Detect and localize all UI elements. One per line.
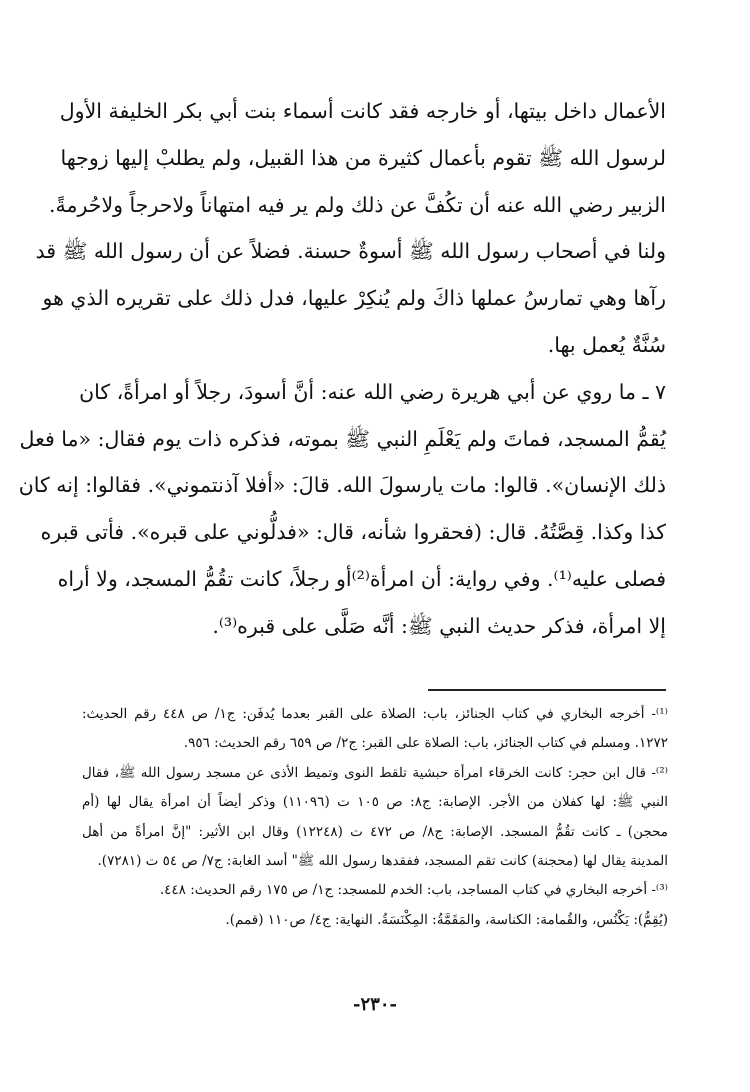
footnote-line: ⁽³⁾- أخرجه البخاري في كتاب المساجد، باب: الخدم للمسجد: ج١/ ص ١٧٥ رقم الحديث: ٤٤٨. <box>159 882 668 899</box>
footnote-separator <box>428 689 666 691</box>
footnote-line: ⁽²⁾- قال ابن حجر: كانت الخرقاء امرأة حبشية تلقط النوى وتميط الأذى عن مسجد رسول الله ﷺ، فقال <box>82 764 668 781</box>
text-line: ٧ ـ ما روي عن أبي هريرة رضي الله عنه: أنَّ أسودَ، رجلاً أو امرأةً، كان <box>79 379 666 404</box>
text-line: لرسول الله ﷺ تقوم بأعمال كثيرة من هذا القبيل، ولم يطلبْ إليها زوجها <box>60 145 666 170</box>
text-line: إلا امرأة، فذكر حديث النبي ﷺ: أنَّه صَلَّى على قبره⁽³⁾. <box>212 613 666 638</box>
text-line: كذا وكذا. قِصَّتُهُ. قال: (فحقروا شأنه، قال: «فدلُّوني على قبره». فأتى قبره <box>40 520 666 545</box>
text-line: الزبير رضي الله عنه أن تكُفَّ عن ذلك ولم ير فيه امتهاناً ولاحرجاً ولاحُرمةً. <box>48 192 666 217</box>
text-line: ذلك الإنسان». قالوا: مات يارسولَ الله. قالَ: «أفلا آذنتموني». فقالوا: إنه كان <box>18 473 666 498</box>
text-line: سُنَّةٌ يُعمل بها. <box>547 332 666 357</box>
text-line: يُقمُّ المسجد، فماتَ ولم يَعْلَمِ النبي ﷺ بموته، فذكره ذات يوم فقال: «ما فعل <box>19 426 666 451</box>
text-line: الأعمال داخل بيتها، أو خارجه فقد كانت أسماء بنت أبي بكر الخليفة الأول <box>59 99 666 123</box>
footnote-line: ١٢٧٢. ومسلم في كتاب الجنائز، باب: الصلاة على القبر: ج٢/ ص ٦٥٩ رقم الحديث: ٩٥٦. <box>183 735 668 752</box>
footnote-line: محجن) ـ كانت تقُمُّ المسجد. الإصابة: ج٨/ ص ٤٧٢ ت (١٢٢٤٨) وقال ابن الأثير: "إنَّ امرأةً من أهل <box>82 823 669 840</box>
text-line: ولنا في أصحاب رسول الله ﷺ أسوةٌ حسنة. فضلاً عن أن رسول الله ﷺ قد <box>35 239 666 264</box>
main-text <box>18 88 666 650</box>
footnotes <box>82 700 668 935</box>
footnote-line: المدينة يقال لها (محجنة) كانت تقم المسجد، ففقدها رسول الله ﷺ" أسد الغابة: ج٧/ ص ٥٤ ت (٧٢٨١). <box>97 853 668 870</box>
footnote-line: (يُقِمُّ): يَكْنُس، والقُمامة: الكناسة، والمَقَمَّةُ: المِكْنَسَةُ. النهاية: ج٤/ ص١١٠ (قمم). <box>225 911 668 928</box>
page-body <box>18 88 666 650</box>
page-number: -٢٣٠- <box>353 994 397 1015</box>
text-line: فصلى عليه⁽¹⁾. وفي رواية: أن امرأة⁽²⁾أو رجلاً، كانت تقُمُّ المسجد، ولا أراه <box>57 566 666 591</box>
text-line: رآها وهي تمارسُ عملها ذاكَ ولم يُنكِرْ عليها، فدل ذلك على تقريره الذي هو <box>42 286 666 311</box>
footnote-line: النبي ﷺ: لها كفلان من الأجر. الإصابة: ج٨: ص ١٠٥ ت (١١٠٩٦) وذكر أيضاً أن امرأة يقال لها (أم <box>82 794 669 811</box>
footnote-line: ⁽¹⁾- أخرجه البخاري في كتاب الجنائز، باب: الصلاة على القبر بعدما يُدفَن: ج١/ ص ٤٤٨ رقم الحديث: <box>82 706 668 722</box>
